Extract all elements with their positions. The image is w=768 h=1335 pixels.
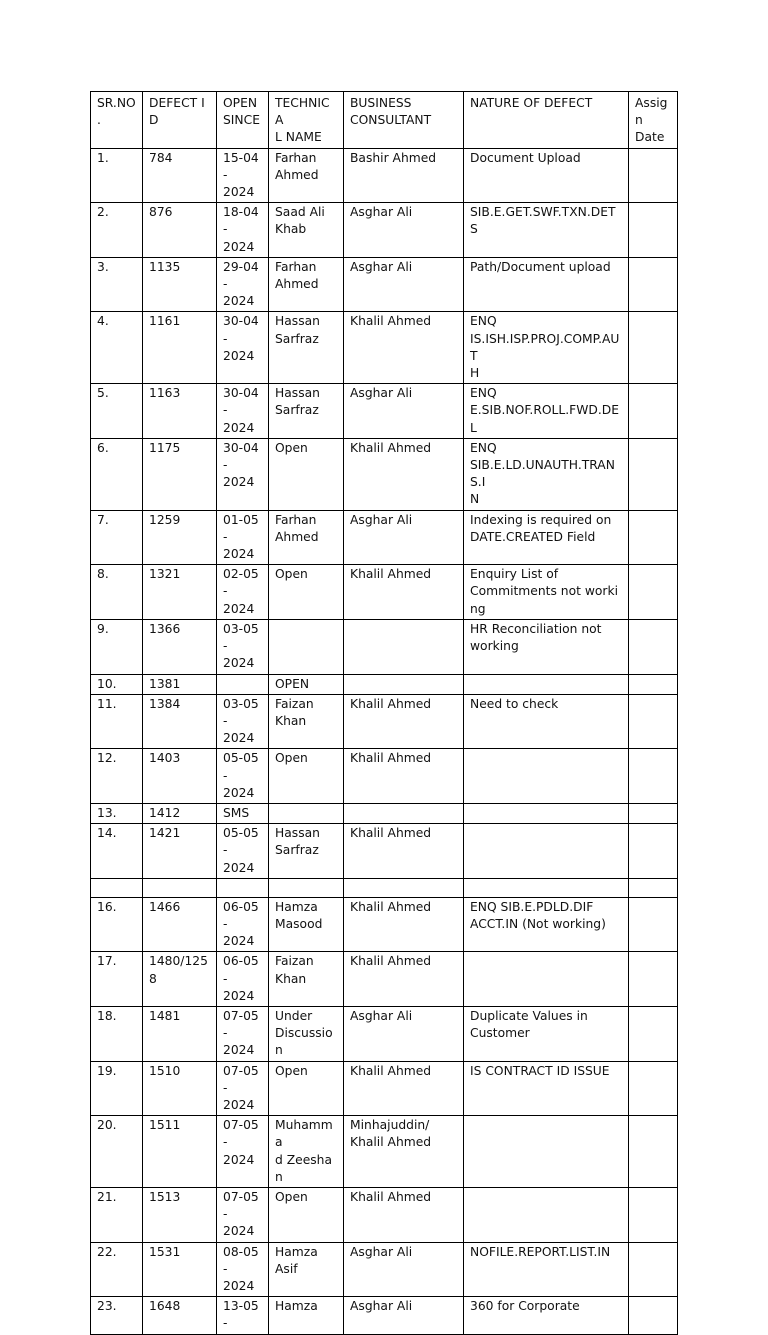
cell-sr-no: 19.	[91, 1061, 143, 1116]
cell-defect-id: 1511	[143, 1116, 217, 1188]
cell-business-consultant: Asghar Ali	[344, 1242, 464, 1297]
table-row	[91, 510, 678, 565]
cell-nature-of-defect	[464, 1187, 629, 1242]
cell-technical-name: Saad Ali Khab	[269, 203, 344, 258]
cell-business-consultant	[344, 803, 464, 823]
cell-technical-name: Open	[269, 1187, 344, 1242]
cell-sr-no	[91, 878, 143, 897]
cell-business-consultant: Khalil Ahmed	[344, 438, 464, 510]
cell-assign-date	[629, 803, 678, 823]
cell-open-since: 07-05- 2024	[217, 1116, 269, 1188]
defect-table	[90, 91, 678, 1335]
cell-nature-of-defect: 360 for Corporate	[464, 1297, 629, 1334]
cell-open-since: 18-04- 2024	[217, 203, 269, 258]
cell-technical-name: Hamza Asif	[269, 1242, 344, 1297]
cell-business-consultant: Asghar Ali	[344, 1297, 464, 1334]
cell-technical-name	[269, 619, 344, 674]
table-row	[91, 438, 678, 510]
cell-assign-date	[629, 203, 678, 258]
header-open-since: OPEN SINCE	[217, 92, 269, 149]
cell-assign-date	[629, 1006, 678, 1061]
table-row	[91, 312, 678, 384]
table-row	[91, 824, 678, 879]
table-row	[91, 878, 678, 897]
cell-open-since: 15-04- 2024	[217, 148, 269, 203]
cell-sr-no: 16.	[91, 897, 143, 952]
cell-nature-of-defect: ENQ SIB.E.PDLD.DIF ACCT.IN (Not working)	[464, 897, 629, 952]
header-defect-id: DEFECT ID	[143, 92, 217, 149]
cell-sr-no: 4.	[91, 312, 143, 384]
cell-assign-date	[629, 1297, 678, 1334]
cell-defect-id: 876	[143, 203, 217, 258]
header-technical-name: TECHNICA L NAME	[269, 92, 344, 149]
table-row	[91, 897, 678, 952]
cell-assign-date	[629, 952, 678, 1007]
cell-sr-no: 7.	[91, 510, 143, 565]
cell-sr-no: 12.	[91, 749, 143, 804]
cell-nature-of-defect: Document Upload	[464, 148, 629, 203]
cell-sr-no: 22.	[91, 1242, 143, 1297]
cell-nature-of-defect	[464, 952, 629, 1007]
cell-business-consultant: Khalil Ahmed	[344, 312, 464, 384]
cell-technical-name: Hassan Sarfraz	[269, 384, 344, 439]
cell-sr-no: 11.	[91, 694, 143, 749]
cell-defect-id: 1163	[143, 384, 217, 439]
cell-nature-of-defect	[464, 674, 629, 694]
cell-technical-name	[269, 878, 344, 897]
cell-technical-name: Open	[269, 438, 344, 510]
cell-assign-date	[629, 694, 678, 749]
cell-assign-date	[629, 1061, 678, 1116]
cell-open-since: 06-05- 2024	[217, 952, 269, 1007]
cell-assign-date	[629, 1242, 678, 1297]
cell-defect-id: 1480/125 8	[143, 952, 217, 1007]
cell-defect-id: 784	[143, 148, 217, 203]
cell-nature-of-defect	[464, 749, 629, 804]
cell-technical-name: Open	[269, 565, 344, 620]
cell-sr-no: 8.	[91, 565, 143, 620]
cell-business-consultant: Bashir Ahmed	[344, 148, 464, 203]
cell-nature-of-defect: NOFILE.REPORT.LIST.IN	[464, 1242, 629, 1297]
cell-defect-id: 1648	[143, 1297, 217, 1334]
cell-assign-date	[629, 1187, 678, 1242]
cell-assign-date	[629, 565, 678, 620]
table-row	[91, 749, 678, 804]
table-row	[91, 1187, 678, 1242]
cell-business-consultant: Khalil Ahmed	[344, 1187, 464, 1242]
cell-open-since: 13-05-	[217, 1297, 269, 1334]
cell-nature-of-defect: ENQ E.SIB.NOF.ROLL.FWD.DEL	[464, 384, 629, 439]
cell-technical-name: Farhan Ahmed	[269, 510, 344, 565]
cell-technical-name: Faizan Khan	[269, 694, 344, 749]
cell-technical-name: Hamza Masood	[269, 897, 344, 952]
cell-defect-id: 1135	[143, 257, 217, 312]
cell-nature-of-defect	[464, 1116, 629, 1188]
cell-nature-of-defect: ENQ SIB.E.LD.UNAUTH.TRANS.I N	[464, 438, 629, 510]
table-row	[91, 1242, 678, 1297]
cell-business-consultant	[344, 878, 464, 897]
cell-nature-of-defect: Path/Document upload	[464, 257, 629, 312]
table-row	[91, 694, 678, 749]
cell-defect-id: 1384	[143, 694, 217, 749]
cell-assign-date	[629, 878, 678, 897]
cell-business-consultant	[344, 674, 464, 694]
table-row	[91, 803, 678, 823]
cell-business-consultant: Asghar Ali	[344, 257, 464, 312]
cell-open-since: 05-05- 2024	[217, 749, 269, 804]
cell-open-since: 03-05- 2024	[217, 619, 269, 674]
table-row	[91, 952, 678, 1007]
cell-defect-id: 1421	[143, 824, 217, 879]
cell-technical-name: Farhan Ahmed	[269, 257, 344, 312]
cell-business-consultant: Asghar Ali	[344, 203, 464, 258]
cell-defect-id: 1321	[143, 565, 217, 620]
cell-sr-no: 13.	[91, 803, 143, 823]
cell-defect-id: 1366	[143, 619, 217, 674]
table-row	[91, 1006, 678, 1061]
cell-nature-of-defect	[464, 803, 629, 823]
cell-open-since: 29-04- 2024	[217, 257, 269, 312]
cell-assign-date	[629, 148, 678, 203]
cell-defect-id: 1381	[143, 674, 217, 694]
cell-technical-name: Muhamma d Zeeshan	[269, 1116, 344, 1188]
cell-sr-no: 6.	[91, 438, 143, 510]
cell-open-since: 07-05- 2024	[217, 1006, 269, 1061]
cell-nature-of-defect: Need to check	[464, 694, 629, 749]
cell-sr-no: 21.	[91, 1187, 143, 1242]
cell-sr-no: 23.	[91, 1297, 143, 1334]
cell-business-consultant: Minhajuddin/ Khalil Ahmed	[344, 1116, 464, 1188]
cell-business-consultant: Asghar Ali	[344, 510, 464, 565]
cell-open-since	[217, 674, 269, 694]
cell-assign-date	[629, 1116, 678, 1188]
cell-open-since: 08-05- 2024	[217, 1242, 269, 1297]
cell-sr-no: 14.	[91, 824, 143, 879]
cell-assign-date	[629, 384, 678, 439]
cell-sr-no: 17.	[91, 952, 143, 1007]
cell-defect-id: 1510	[143, 1061, 217, 1116]
cell-sr-no: 3.	[91, 257, 143, 312]
cell-nature-of-defect: HR Reconciliation not working	[464, 619, 629, 674]
header-nature-of-defect: NATURE OF DEFECT	[464, 92, 629, 149]
cell-business-consultant: Khalil Ahmed	[344, 897, 464, 952]
cell-business-consultant: Khalil Ahmed	[344, 749, 464, 804]
cell-open-since: 02-05- 2024	[217, 565, 269, 620]
cell-technical-name: Faizan Khan	[269, 952, 344, 1007]
table-body	[91, 148, 678, 1334]
table-row	[91, 148, 678, 203]
header-row	[91, 92, 678, 149]
cell-technical-name: Hassan Sarfraz	[269, 824, 344, 879]
cell-nature-of-defect: SIB.E.GET.SWF.TXN.DETS	[464, 203, 629, 258]
cell-technical-name: Under Discussion	[269, 1006, 344, 1061]
cell-assign-date	[629, 619, 678, 674]
table-row	[91, 565, 678, 620]
cell-business-consultant: Khalil Ahmed	[344, 952, 464, 1007]
table-row	[91, 619, 678, 674]
cell-business-consultant: Asghar Ali	[344, 384, 464, 439]
cell-sr-no: 5.	[91, 384, 143, 439]
cell-sr-no: 9.	[91, 619, 143, 674]
cell-nature-of-defect: Duplicate Values in Customer	[464, 1006, 629, 1061]
cell-nature-of-defect: Enquiry List of Commitments not working	[464, 565, 629, 620]
cell-sr-no: 1.	[91, 148, 143, 203]
cell-defect-id: 1175	[143, 438, 217, 510]
table-row	[91, 1116, 678, 1188]
cell-assign-date	[629, 824, 678, 879]
cell-defect-id: 1466	[143, 897, 217, 952]
cell-business-consultant: Asghar Ali	[344, 1006, 464, 1061]
cell-sr-no: 10.	[91, 674, 143, 694]
header-assign-date: Assig n Date	[629, 92, 678, 149]
table-row	[91, 1297, 678, 1334]
cell-sr-no: 2.	[91, 203, 143, 258]
cell-open-since: 30-04- 2024	[217, 384, 269, 439]
cell-open-since: 06-05- 2024	[217, 897, 269, 952]
cell-open-since: 03-05- 2024	[217, 694, 269, 749]
cell-technical-name: Open	[269, 1061, 344, 1116]
cell-defect-id	[143, 878, 217, 897]
cell-open-since: 07-05- 2024	[217, 1187, 269, 1242]
cell-open-since	[217, 878, 269, 897]
cell-technical-name: OPEN	[269, 674, 344, 694]
cell-nature-of-defect	[464, 878, 629, 897]
cell-business-consultant: Khalil Ahmed	[344, 565, 464, 620]
cell-business-consultant: Khalil Ahmed	[344, 1061, 464, 1116]
cell-technical-name: Hassan Sarfraz	[269, 312, 344, 384]
cell-defect-id: 1403	[143, 749, 217, 804]
cell-nature-of-defect: IS CONTRACT ID ISSUE	[464, 1061, 629, 1116]
cell-sr-no: 20.	[91, 1116, 143, 1188]
cell-defect-id: 1481	[143, 1006, 217, 1061]
cell-assign-date	[629, 674, 678, 694]
cell-assign-date	[629, 312, 678, 384]
cell-open-since: 05-05- 2024	[217, 824, 269, 879]
cell-open-since: 30-04- 2024	[217, 438, 269, 510]
cell-open-since: SMS	[217, 803, 269, 823]
table-row	[91, 257, 678, 312]
table-row	[91, 1061, 678, 1116]
cell-assign-date	[629, 257, 678, 312]
table-row	[91, 674, 678, 694]
cell-assign-date	[629, 749, 678, 804]
cell-assign-date	[629, 510, 678, 565]
cell-open-since: 01-05- 2024	[217, 510, 269, 565]
header-sr-no: SR.NO .	[91, 92, 143, 149]
cell-open-since: 30-04- 2024	[217, 312, 269, 384]
header-business-consultant: BUSINESS CONSULTANT	[344, 92, 464, 149]
cell-business-consultant	[344, 619, 464, 674]
cell-assign-date	[629, 897, 678, 952]
cell-open-since: 07-05- 2024	[217, 1061, 269, 1116]
cell-sr-no: 18.	[91, 1006, 143, 1061]
cell-nature-of-defect: ENQ IS.ISH.ISP.PROJ.COMP.AUT H	[464, 312, 629, 384]
cell-technical-name: Hamza	[269, 1297, 344, 1334]
cell-business-consultant: Khalil Ahmed	[344, 824, 464, 879]
table-row	[91, 384, 678, 439]
cell-defect-id: 1259	[143, 510, 217, 565]
cell-technical-name: Farhan Ahmed	[269, 148, 344, 203]
cell-business-consultant: Khalil Ahmed	[344, 694, 464, 749]
cell-technical-name: Open	[269, 749, 344, 804]
cell-defect-id: 1412	[143, 803, 217, 823]
cell-defect-id: 1531	[143, 1242, 217, 1297]
table-row	[91, 203, 678, 258]
cell-defect-id: 1161	[143, 312, 217, 384]
cell-defect-id: 1513	[143, 1187, 217, 1242]
cell-assign-date	[629, 438, 678, 510]
cell-nature-of-defect	[464, 824, 629, 879]
cell-nature-of-defect: Indexing is required on DATE.CREATED Field	[464, 510, 629, 565]
cell-technical-name	[269, 803, 344, 823]
